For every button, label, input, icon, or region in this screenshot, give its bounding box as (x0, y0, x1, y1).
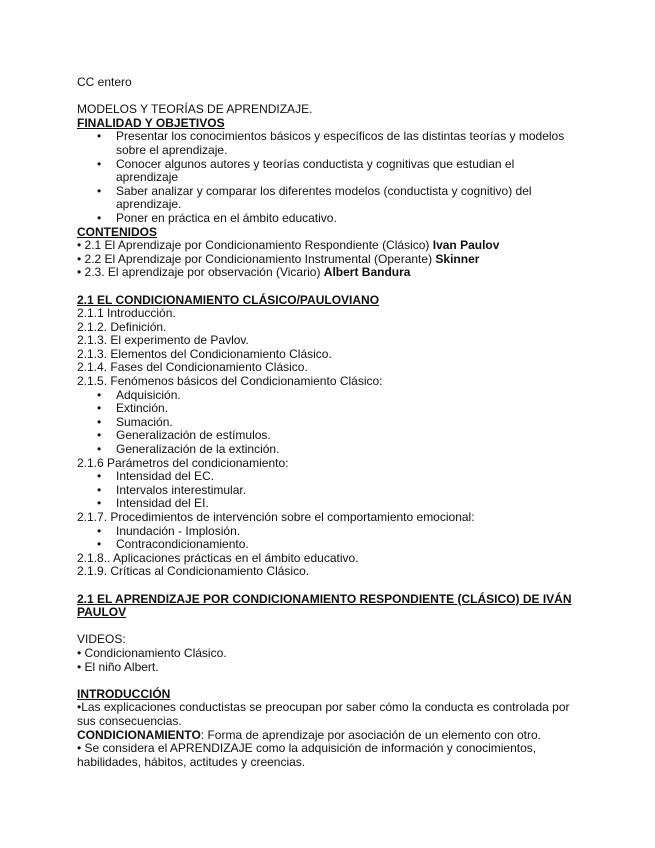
list-item: • Saber analizar y comparar los diferentes modelos (conductista y cognitivo) del aprendizaje. (77, 185, 575, 212)
document-body (77, 76, 575, 769)
contenido-item (77, 239, 575, 253)
list-item: • Contracondicionamiento. (77, 538, 575, 552)
contenido-item (77, 253, 575, 267)
list-item: • Conocer algunos autores y teorías conductista y cognitivas que estudian el aprendizaje (77, 158, 575, 185)
contenidos-heading: CONTENIDOS (77, 224, 158, 239)
spacer (77, 280, 575, 294)
outline-line: 2.1.4. Fases del Condicionamiento Clásico. (77, 360, 308, 375)
contenido-author: Skinner (435, 251, 480, 266)
video-item: • Condicionamiento Clásico. (77, 645, 227, 660)
contenido-text: • 2.2 El Aprendizaje por Condicionamiento Instrumental (Operante) (77, 251, 436, 266)
list-item: • Intervalos interestimular. (77, 484, 575, 498)
fenomenos-list (77, 389, 575, 457)
procedimientos-list (77, 525, 575, 552)
intro-heading: INTRODUCCIÓN (77, 686, 171, 701)
list-item: • Generalización de la extinción. (77, 443, 575, 457)
aprendizaje-paragraph: • Se considera el APRENDIZAJE como la adquisición de información y conocimientos, habilidades, hábitos, actitudes y creencias. (77, 741, 537, 769)
outline-line: 2.1.9. Críticas al Condicionamiento Clásico. (77, 564, 310, 579)
intro-paragraph: •Las explicaciones conductistas se preocupan por saber cómo la conducta es controlada por sus consecuencias. (77, 700, 570, 728)
contenido-text: • 2.1 El Aprendizaje por Condicionamiento Respondiente (Clásico) (77, 238, 433, 253)
outline-line: 2.1.3. Elementos del Condicionamiento Clásico. (77, 346, 332, 361)
list-item: • Extinción. (77, 402, 575, 416)
videos-label: VIDEOS: (77, 632, 126, 647)
list-item: • Inundación - Implosión. (77, 525, 575, 539)
objectives-list (77, 130, 575, 225)
contenido-text: • 2.3. El aprendizaje por observación (Vicario) (77, 265, 324, 280)
outline-line: 2.1.8.. Aplicaciones prácticas en el ámbito educativo. (77, 550, 359, 565)
outline-line: 2.1.2. Definición. (77, 319, 167, 334)
models-title: MODELOS Y TEORÍAS DE APRENDIZAJE. (77, 102, 313, 117)
contenido-item (77, 266, 575, 280)
spacer (77, 620, 575, 634)
outline-line: 2.1.6 Parámetros del condicionamiento: (77, 455, 289, 470)
condicionamiento-term: CONDICIONAMIENTO (77, 727, 201, 742)
video-item: • El niño Albert. (77, 659, 159, 674)
list-item: • Sumación. (77, 416, 575, 430)
outline-line: 2.1.3. El experimento de Pavlov. (77, 333, 249, 348)
contenido-author: Albert Bandura (323, 265, 411, 280)
list-item: • Intensidad del EC. (77, 470, 575, 484)
outline-line: 2.1.7. Procedimientos de intervención sobre el comportamiento emocional: (77, 510, 475, 524)
list-item: • Generalización de estímulos. (77, 429, 575, 443)
contenido-author: Ivan Paulov (432, 238, 500, 253)
spacer (77, 579, 575, 593)
list-item: • Poner en práctica en el ámbito educativo. (77, 212, 575, 226)
section1-heading: 2.1 EL CONDICIONAMIENTO CLÁSICO/PAULOVIANO (77, 292, 380, 307)
outline-line: 2.1.1 Introducción. (77, 306, 176, 321)
finalidad-heading: FINALIDAD Y OBJETIVOS (77, 115, 225, 130)
list-item: • Presentar los conocimientos básicos y específicos de las distintas teorías y modelos sobre el aprendizaje. (77, 130, 575, 157)
outline-line: 2.1.5. Fenómenos básicos del Condicionamiento Clásico: (77, 374, 383, 389)
list-item: • Intensidad del EI. (77, 497, 575, 511)
condicionamiento-definition (77, 729, 575, 743)
course-label: CC entero (77, 75, 132, 89)
condicionamiento-text: : Forma de aprendizaje por asociación de un elemento con otro. (200, 727, 541, 742)
list-item: • Adquisición. (77, 389, 575, 403)
parametros-list (77, 470, 575, 511)
spacer (77, 674, 575, 688)
section2-heading: 2.1 EL APRENDIZAJE POR CONDICIONAMIENTO RESPONDIENTE (CLÁSICO) DE IVÁN PAULOV (77, 591, 572, 620)
